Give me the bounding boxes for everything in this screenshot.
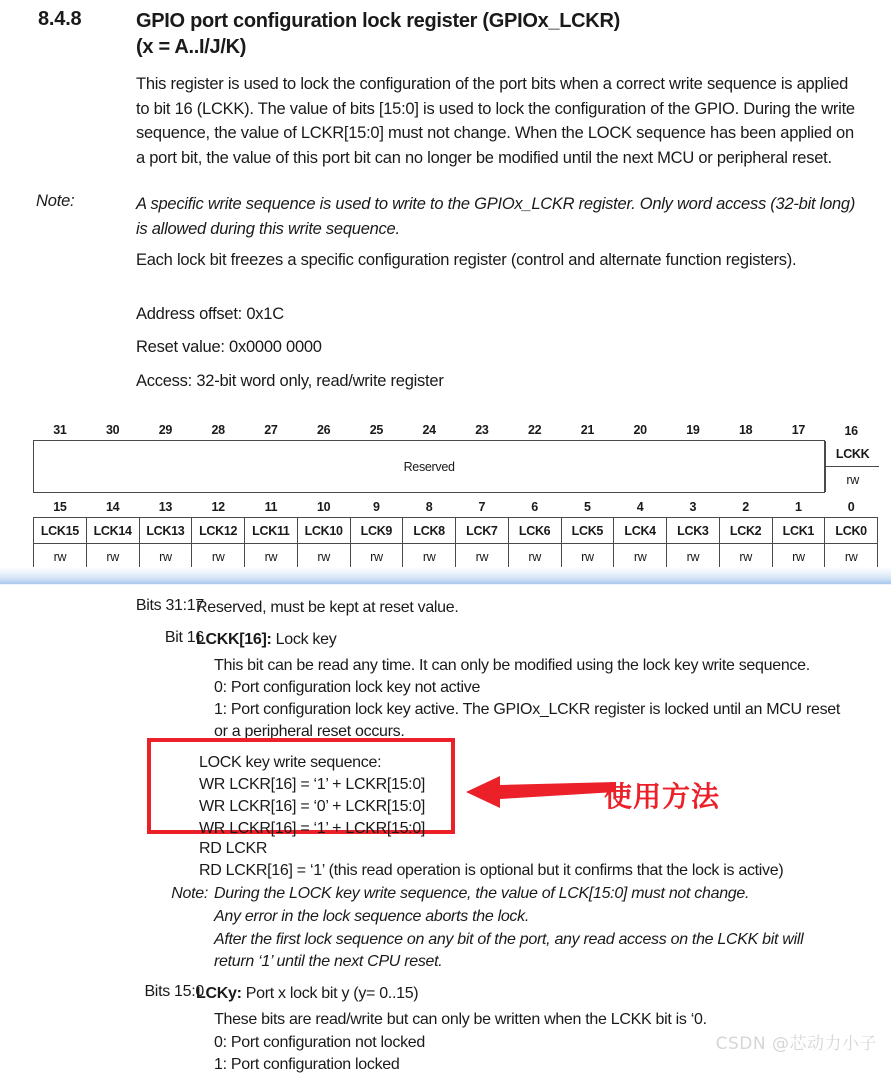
bit-index: 17 [791, 423, 806, 437]
bit-name: LCK1 [772, 518, 825, 544]
bit-access: rw [772, 544, 825, 570]
bit-name: LCK8 [403, 518, 456, 544]
bit-access: rw [139, 544, 192, 570]
note-bottom-line4: return ‘1’ until the next CPU reset. [214, 953, 443, 970]
bit-index: 3 [689, 500, 697, 514]
bit-index: 1 [795, 500, 802, 514]
bit-index: 25 [369, 423, 384, 437]
bit-index: 12 [211, 500, 225, 514]
bit-index: 30 [105, 423, 120, 437]
section-title-line1: GPIO port configuration lock register (GPIOx_LCKR) [136, 10, 620, 32]
lock-sequence-step4: RD LCKR [199, 840, 268, 857]
field-lcky-label: Bits 15:0 [144, 983, 204, 1000]
bit-index: 2 [742, 500, 749, 514]
bit-name: LCK5 [561, 518, 614, 544]
bit-access: rw [825, 544, 878, 570]
annotation-caption: 使用方法 [604, 780, 721, 813]
bit-access: rw [245, 544, 298, 570]
bit-name: LCK2 [719, 518, 772, 544]
bit-name: LCK12 [192, 518, 245, 544]
lock-sequence-step3: WR LCKR[16] = ‘1’ + LCKR[15:0] [199, 820, 426, 837]
field-lcky-title: Port x lock bit y (y= 0..15) [241, 985, 419, 1002]
field-lckk-name: LCKK[16]: [196, 631, 272, 648]
section-number: 8.4.8 [38, 8, 82, 30]
note-bottom-label: Note: [171, 885, 208, 902]
field-lckk-line4: or a peripheral reset occurs. [214, 723, 405, 740]
lock-sequence-step2: WR LCKR[16] = ‘0’ + LCKR[15:0] [199, 798, 426, 815]
bit-index: 7 [478, 500, 486, 514]
table-row-bit-names [34, 518, 878, 544]
bit-name: LCK10 [297, 518, 350, 544]
field-lckk-label: Bit 16 [164, 629, 204, 646]
table-row-indices-low [34, 493, 878, 518]
lock-sequence-heading: LOCK key write sequence: [199, 754, 382, 771]
intro-paragraph: This register is used to lock the configuration of the port bits when a correct write sequence is applied to bit 16 (LCKK). The value of bits [15:0] is used to lock the configuration of the GPIO. During the write sequence, the value of LCKR[15:0] must not change. When the LOCK sequence has been applied on a port bit, the value of this port bit can no longer be modified until the next MCU or peripheral reset. [136, 75, 855, 167]
left-arrow-icon [466, 772, 616, 812]
field-lckk-line3: 1: Port configuration lock key active. The GPIOx_LCKR register is locked until an MCU reset [214, 701, 841, 718]
bit-access: rw [297, 544, 350, 570]
page-title [136, 8, 876, 60]
bit-access: rw [561, 544, 614, 570]
field-lckk-heading [196, 629, 886, 651]
bit-name: LCK13 [139, 518, 192, 544]
bit-index: 16 [844, 423, 858, 438]
bit-access: rw [508, 544, 561, 570]
table-row-access [34, 544, 878, 570]
section-title-line2: (x = A..I/J/K) [136, 36, 247, 58]
bit-index: 28 [211, 423, 225, 437]
field-reserved-label: Bits 31:17 [135, 597, 204, 614]
register-bit-table [33, 416, 877, 570]
bit-index: 8 [425, 500, 433, 514]
note-bottom-line1: During the LOCK key write sequence, the value of LCK[15:0] must not change. [214, 885, 750, 902]
bit-name: LCK0 [825, 518, 878, 544]
bit-name: LCK14 [86, 518, 139, 544]
bit-access: rw [456, 544, 509, 570]
bit-access: rw [667, 544, 720, 570]
reset-value: Reset value: 0x0000 0000 [136, 338, 322, 356]
bit-name: LCK4 [614, 518, 667, 544]
lckk-bit-name: LCKK [826, 441, 879, 467]
field-lckk-title: Lock key [271, 631, 337, 648]
lock-sequence-step5: RD LCKR[16] = ‘1’ (this read operation is optional but it confirms that the lock is active) [199, 862, 784, 879]
bit-access: rw [34, 544, 87, 570]
bit-name: LCK15 [34, 518, 87, 544]
note-bottom-line2: Any error in the lock sequence aborts the lock. [214, 908, 529, 925]
bit-index: 5 [584, 500, 591, 514]
lckk-bit-access: rw [826, 467, 879, 493]
bit-index: 19 [686, 423, 700, 437]
table-row-indices-high [34, 416, 878, 441]
reserved-cell: Reserved [34, 441, 825, 493]
lock-bit-paragraph: Each lock bit freezes a specific configuration register (control and alternate function registers). [136, 251, 797, 269]
note-top-label: Note: [36, 192, 75, 210]
bit-access: rw [403, 544, 456, 570]
bit-name: LCK11 [245, 518, 298, 544]
bit-index: 27 [264, 423, 278, 437]
bit-access: rw [614, 544, 667, 570]
field-reserved-text: Reserved, must be kept at reset value. [196, 599, 459, 616]
bit-index: 31 [53, 423, 67, 437]
bit-index: 4 [636, 500, 644, 514]
bit-access: rw [192, 544, 245, 570]
bit-index: 10 [316, 500, 331, 514]
bit-index: 9 [373, 500, 380, 514]
csdn-watermark: CSDN @芯动力小子 [715, 1034, 877, 1054]
field-lcky-name: LCKy: [196, 985, 242, 1002]
lock-sequence-step1: WR LCKR[16] = ‘1’ + LCKR[15:0] [199, 776, 426, 793]
note-bottom-line3: After the first lock sequence on any bit of the port, any read access on the LCKK bit will [214, 931, 804, 948]
field-lckk-line2: 0: Port configuration lock key not active [214, 679, 481, 696]
bit-index: 15 [53, 500, 67, 514]
lock-sequence-block [199, 752, 425, 840]
bit-access: rw [350, 544, 403, 570]
bit-index: 11 [264, 500, 278, 514]
bit-index: 14 [105, 500, 120, 514]
bit-name: LCK7 [456, 518, 509, 544]
field-lcky-line3: 1: Port configuration locked [214, 1056, 400, 1073]
bit-index: 6 [531, 500, 538, 514]
bit-index: 22 [527, 423, 542, 437]
bit-index: 0 [847, 500, 855, 514]
field-lckk-line1: This bit can be read any time. It can only be modified using the lock key write sequence. [214, 657, 810, 674]
bit-access: rw [86, 544, 139, 570]
field-lcky-line2: 0: Port configuration not locked [214, 1034, 425, 1051]
field-lcky-heading [196, 983, 886, 1005]
address-offset: Address offset: 0x1C [136, 305, 284, 323]
field-lcky-line1: These bits are read/write but can only be written when the LCKK bit is ‘0. [214, 1011, 707, 1028]
note-top-text: A specific write sequence is used to write to the GPIOx_LCKR register. Only word access (32-bit long) is allowed during this write sequence. [136, 195, 856, 238]
access-info: Access: 32-bit word only, read/write register [136, 372, 444, 390]
bit-name: LCK3 [667, 518, 720, 544]
bit-index: 29 [158, 423, 173, 437]
bit-index: 23 [475, 423, 489, 437]
bit-name: LCK9 [350, 518, 403, 544]
bit-index: 20 [633, 423, 647, 437]
bit-index: 18 [738, 423, 753, 437]
bit-index: 13 [158, 500, 173, 514]
capture-seam-divider [0, 567, 891, 589]
bit-name: LCK6 [508, 518, 561, 544]
bit-access: rw [719, 544, 772, 570]
bit-index: 26 [316, 423, 331, 437]
bit-index: 24 [422, 423, 436, 437]
bit-index: 21 [580, 423, 595, 437]
table-row-reserved [34, 441, 878, 493]
